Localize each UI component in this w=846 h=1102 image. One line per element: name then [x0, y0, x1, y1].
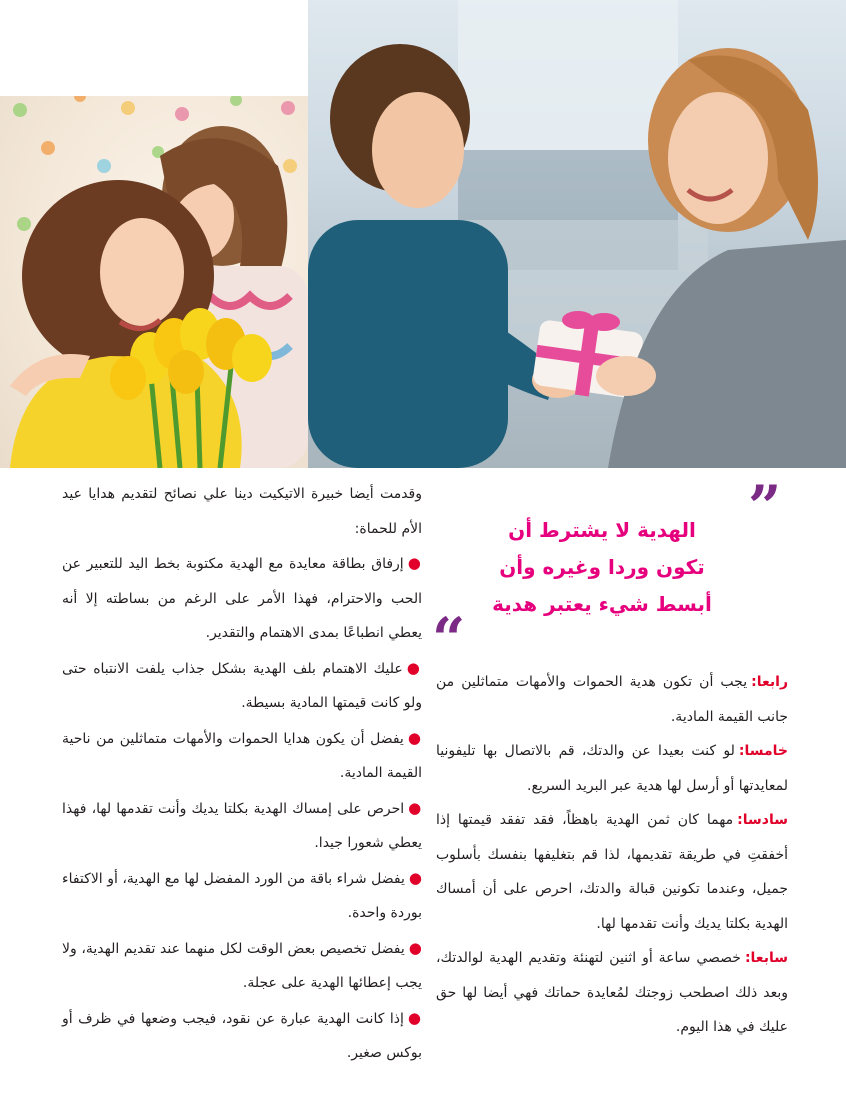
tip-item [62, 791, 422, 861]
advice-text: لو كنت بعيدا عن والدتك، قم بالاتصال بها تليفونيا لمعايدتها أو أرسل لها هدية عبر البريد السريع. [436, 743, 788, 794]
advice-text: مهما كان ثمن الهدية باهظاً، فقد تفقد قيمتها إذا أخفقتِ في طريقة تقديمها، لذا قم بتغليفها بنفسك بأسلوب جميل، وعندما تكونين قبالة والدتك، احرص على أن أمساك الهدية بكلتا يديك وأنت تقدمها لها. [436, 812, 788, 932]
tip-text: عليك الاهتمام بلف الهدية بشكل جذاب يلفت الانتباه حتى ولو كانت قيمتها المادية بسيطة. [62, 660, 422, 711]
tip-text: يفضل شراء باقة من الورد المفضل لها مع الهدية، أو الاكتفاء بوردة واحدة. [62, 870, 422, 921]
bullet-dot-icon: ● [407, 554, 422, 572]
mother-daughter-photo [0, 96, 308, 468]
advice-ordinal: خامسا: [738, 743, 788, 759]
advice-ordinal: رابعا: [751, 674, 788, 690]
bullet-dot-icon: ● [408, 938, 422, 957]
boy-gift-illustration [308, 0, 846, 468]
tip-item [62, 721, 422, 791]
tip-text: يفضل أن يكون هدايا الحموات والأمهات متماثلين من ناحية القيمة المادية. [62, 730, 422, 781]
bullet-dot-icon: ● [408, 798, 422, 817]
bullet-dot-icon: ● [407, 728, 422, 747]
advice-item [436, 803, 788, 941]
advice-item [436, 665, 788, 734]
tip-text: احرص على إمساك الهدية بكلتا يديك وأنت تقدمها لها، فهذا يعطي شعورا جيدا. [62, 800, 422, 851]
numbered-advice-column [436, 665, 788, 1045]
pull-quote-line: تكون وردا وغيره وأن [499, 555, 705, 579]
tip-text: إرفاق بطاقة معايدة مع الهدية مكتوبة بخط اليد للتعبير عن الحب والاحترام، فهذا الأمر على الرغم من بساطته إلا أنه يعطي انطباعًا بمدى الاهتمام والتقدير. [62, 556, 422, 641]
mother-daughter-illustration [0, 96, 308, 468]
tip-item [62, 651, 422, 721]
advice-item [436, 941, 788, 1045]
pull-quote-line: أبسط شيء يعتبر هدية [492, 592, 712, 616]
bullet-dot-icon: ● [408, 868, 422, 887]
etiquette-tips-column [62, 477, 422, 1071]
advice-item [436, 734, 788, 803]
close-quote-mark-icon: “ [432, 605, 466, 673]
pull-quote [448, 512, 756, 623]
advice-text: خصصي ساعة أو اثنين لتهنئة وتقديم الهدية لوالدتك، وبعد ذلك اصطحب زوجتك لمُعايدة حماتك فهي أيضا لها حق عليك في هذا اليوم. [436, 950, 788, 1035]
bullet-dot-icon: ● [407, 1008, 423, 1027]
tip-item [62, 861, 422, 931]
tip-text: يفضل تخصيص بعض الوقت لكل منهما عند تقديم الهدية، ولا يجب إعطائها الهدية على عجلة. [62, 940, 422, 991]
tip-item [62, 1001, 422, 1071]
tip-item [62, 546, 422, 651]
intro-paragraph: وقدمت أيضا خبيرة الاتيكيت دينا علي نصائح لتقديم هدايا عيد الأم للحماة: [62, 486, 422, 537]
boy-giving-gift-photo [308, 0, 846, 468]
tip-item [62, 931, 422, 1001]
advice-ordinal: سادسا: [737, 812, 788, 828]
open-quote-mark-icon: ” [748, 473, 782, 541]
advice-ordinal: سابعا: [744, 950, 788, 966]
pull-quote-line: الهدية لا يشترط أن [508, 518, 696, 542]
bullet-dot-icon: ● [406, 658, 422, 677]
tip-text: إذا كانت الهدية عبارة عن نقود، فيجب وضعها في ظرف أو بوكس صغير. [62, 1010, 422, 1061]
advice-text: يجب أن تكون هدية الحموات والأمهات متماثلين من جانب القيمة المادية. [436, 674, 788, 725]
